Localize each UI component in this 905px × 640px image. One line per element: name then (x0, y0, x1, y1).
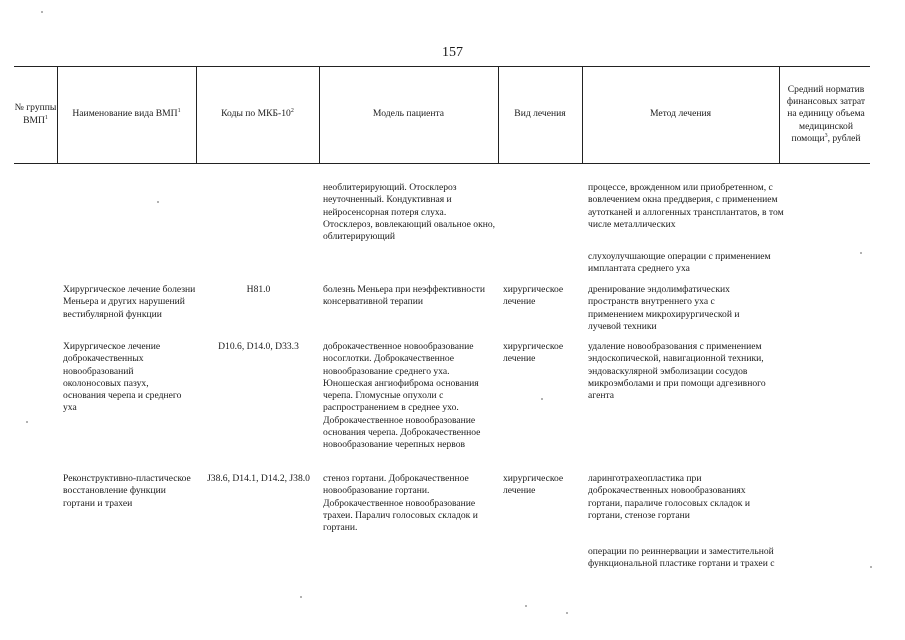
patient-model-cell: болезнь Меньера при неэффективности консервативной терапии (323, 284, 485, 308)
mkb-codes-cell: J38.6, D14.1, D14.2, J38.0 (207, 473, 310, 484)
vmp-name-cell: Хирургическое лечение болезни Меньера и других нарушений вестибулярной функции (63, 284, 196, 320)
header-treatment-method: Метод лечения (649, 108, 712, 120)
scan-speck (300, 596, 302, 598)
treatment-method-cell: слухоулучшающие операции с применением имплантата среднего уха (588, 251, 771, 275)
header-treatment-type: Вид лечения (514, 108, 566, 120)
mkb-codes-cell: H81.0 (246, 284, 271, 295)
patient-model-cell: доброкачественное новообразование носоглотки. Доброкачественное новообразование среднего уха. Юношеская ангиофиброма основания черепа. Гломусные опухоли с распространением в среднее ухо. Доброкачественное новообразование основания черепа. Доброкачественное новообразование черепных нервов (323, 341, 481, 451)
page-number: 157 (442, 45, 463, 60)
header-bottom-border (14, 163, 870, 164)
treatment-type-cell: хирургическое лечение (503, 341, 564, 365)
scan-speck (157, 201, 159, 203)
scan-speck (541, 398, 543, 400)
patient-model-cell: стеноз гортани. Доброкачественное новообразование гортани. Доброкачественное новообразование трахеи. Паралич голосовых складок и гортани. (323, 473, 478, 534)
header-patient-model: Модель пациента (372, 108, 445, 120)
scan-speck (26, 421, 28, 423)
treatment-type-cell: хирургическое лечение (503, 284, 564, 308)
treatment-method-cell: ларинготрахеопластика при доброкачественных новообразованиях гортани, параличе голосовых складок и гортани, стенозе гортани (588, 473, 750, 521)
treatment-type-cell: хирургическое лечение (503, 473, 564, 497)
scan-speck (860, 252, 862, 254)
scan-speck (566, 612, 568, 614)
treatment-method-cell: дренирование эндолимфатических пространств внутреннего уха с применением микрохирургической и лучевой техники (588, 284, 740, 332)
scan-speck (41, 11, 43, 13)
header-vmp-name: Наименование вида ВМП$^1$ (72, 108, 181, 120)
treatment-method-cell: удаление новообразования с применением эндоскопической, навигационной техники, эндоваскулярной эмболизации сосудов микроэмболами и при помощи адгезивного агента (588, 341, 766, 402)
header-average-cost: Средний норматив финансовых затрат на единицу объема медицинской помощи$^3$, рублей (786, 83, 866, 144)
treatment-method-cell: процессе, врожденном или приобретенном, с вовлечением окна преддверия, с применением аутотканей и аллогенных трансплантатов, в том числе металлических (588, 182, 784, 230)
vmp-name-cell: Реконструктивно-пластическое восстановление функции гортани и трахеи (63, 473, 191, 509)
vmp-name-cell: Хирургическое лечение доброкачественных новообразований околоносовых пазух, основания черепа и среднего уха (63, 341, 182, 414)
patient-model-cell: необлитерирующий. Отосклероз неуточненный. Кондуктивная и нейросенсорная потеря слуха. Отосклероз, вовлекающий овальное окно, облитерирующий (323, 182, 496, 243)
header-mkb-codes: Коды по МКБ-$10^2$ (221, 108, 294, 120)
scan-speck (525, 605, 527, 607)
scan-speck (870, 566, 872, 568)
treatment-method-cell: операции по реиннервации и заместительной функциональной пластике гортани и трахеи с (588, 546, 775, 570)
mkb-codes-cell: D10.6, D14.0, D33.3 (218, 341, 299, 352)
header-group-number: № группы ВМП$^1$ (14, 102, 57, 126)
